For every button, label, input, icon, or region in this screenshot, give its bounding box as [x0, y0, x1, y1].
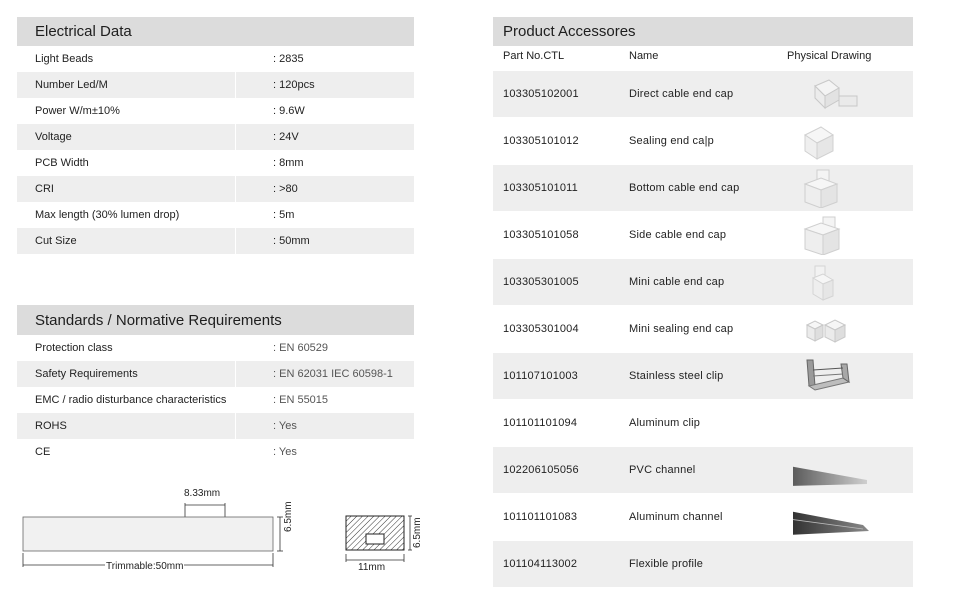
divider	[235, 361, 236, 387]
table-row	[493, 165, 913, 211]
row-label: Power W/m±10%	[35, 105, 120, 117]
strip-height-label: 6.5mm	[283, 501, 294, 532]
accessory-name: Aluminum channel	[629, 511, 723, 523]
part-number: 103305102001	[503, 88, 579, 100]
table-row	[493, 71, 913, 117]
row-value: : 5m	[273, 209, 295, 221]
divider	[235, 72, 236, 98]
part-number: 101101101083	[503, 511, 578, 523]
part-number: 103305301004	[503, 323, 579, 335]
mini-sealing-end-cap-drawing	[793, 309, 873, 349]
accessory-name: Flexible profile	[629, 558, 704, 570]
table-row	[493, 212, 913, 258]
table-row	[17, 124, 414, 150]
table-row	[17, 335, 414, 361]
table-row	[493, 447, 913, 493]
part-number: 102206105056	[503, 464, 579, 476]
row-label: Voltage	[35, 131, 72, 143]
accessories-title: Product Accessores	[503, 23, 636, 40]
row-label: ROHS	[35, 420, 67, 432]
row-label: Protection class	[35, 342, 113, 354]
table-row	[17, 439, 414, 465]
mini-cable-end-cap-drawing	[793, 262, 873, 302]
divider	[235, 124, 236, 150]
divider	[235, 228, 236, 254]
row-value: : >80	[273, 183, 298, 195]
bottom-cable-end-cap-drawing	[793, 168, 873, 208]
accessory-name: Direct cable end cap	[629, 88, 734, 100]
part-number: 101107101003	[503, 370, 578, 382]
accessory-name: Aluminum clip	[629, 417, 701, 429]
table-row	[493, 494, 913, 540]
part-number: 103305101012	[503, 135, 579, 147]
accessory-name: Mini cable end cap	[629, 276, 725, 288]
accessory-name: Bottom cable end cap	[629, 182, 740, 194]
divider	[235, 176, 236, 202]
section-height-label: 6.5mm	[412, 517, 423, 548]
row-label: CRI	[35, 183, 54, 195]
row-label: Light Beads	[35, 53, 94, 65]
row-label: Cut Size	[35, 235, 77, 247]
column-header-part-no: Part No.CTL	[503, 50, 565, 62]
sealing-end-cap-drawing	[793, 121, 873, 161]
table-row	[493, 118, 913, 164]
row-value: : Yes	[273, 446, 297, 458]
part-number: 103305101011	[503, 182, 578, 194]
table-row	[17, 387, 414, 413]
trimmable-label: Trimmable:50mm	[106, 561, 184, 572]
accessory-name: Stainless steel clip	[629, 370, 724, 382]
table-row	[17, 413, 414, 439]
row-label: PCB Width	[35, 157, 89, 169]
row-label: CE	[35, 446, 51, 458]
accessories-header	[493, 17, 913, 46]
table-row	[17, 98, 414, 124]
divider	[235, 335, 236, 361]
segment-dimension-label: 8.33mm	[184, 488, 221, 499]
part-number: 103305101058	[503, 229, 579, 241]
row-value: : EN 60529	[273, 342, 329, 354]
pvc-channel-drawing	[793, 450, 873, 490]
accessory-name: PVC channel	[629, 464, 696, 476]
column-header-drawing: Physical Drawing	[787, 50, 872, 62]
row-value: : 120pcs	[273, 79, 315, 91]
table-row	[17, 202, 414, 228]
row-value: : Yes	[273, 420, 297, 432]
table-row	[493, 353, 913, 399]
accessory-name: Mini sealing end cap	[629, 323, 734, 335]
divider	[235, 98, 236, 124]
table-row	[17, 72, 414, 98]
row-value: : 8mm	[273, 157, 304, 169]
accessory-name: Side cable end cap	[629, 229, 727, 241]
table-row	[17, 176, 414, 202]
divider	[235, 387, 236, 413]
part-number: 101101101094	[503, 417, 578, 429]
table-row	[493, 541, 913, 587]
table-row	[17, 46, 414, 72]
part-number: 101104113002	[503, 558, 578, 570]
row-value: : 9.6W	[273, 105, 305, 117]
table-row	[493, 259, 913, 305]
row-value: : EN 62031 IEC 60598-1	[273, 368, 393, 380]
standards-title: Standards / Normative Requirements	[35, 311, 282, 329]
column-header-name: Name	[629, 50, 659, 62]
table-row	[493, 306, 913, 352]
aluminum-channel-drawing	[793, 497, 873, 537]
part-number: 103305301005	[503, 276, 579, 288]
row-value: : EN 55015	[273, 394, 329, 406]
standards-header	[17, 305, 414, 335]
divider	[235, 150, 236, 176]
divider	[235, 46, 236, 72]
row-label: Max length (30% lumen drop)	[35, 209, 180, 221]
section-width-label: 11mm	[358, 562, 386, 573]
row-value: : 50mm	[273, 235, 310, 247]
stainless-steel-clip-drawing	[793, 356, 873, 396]
side-cable-end-cap-drawing	[793, 215, 873, 255]
row-label: Number Led/M	[35, 79, 108, 91]
divider	[235, 202, 236, 228]
electrical-data-title: Electrical Data	[35, 23, 132, 40]
row-label: EMC / radio disturbance characteristics	[35, 394, 227, 406]
row-label: Safety Requirements	[35, 368, 138, 380]
accessory-name: Sealing end ca|p	[629, 135, 714, 147]
divider	[235, 439, 236, 465]
table-row	[17, 150, 414, 176]
divider	[235, 413, 236, 439]
row-value: : 24V	[273, 131, 299, 143]
electrical-data-header	[17, 17, 414, 46]
table-row	[493, 400, 913, 446]
table-row	[17, 361, 414, 387]
row-value: : 2835	[273, 53, 304, 65]
direct-cable-end-cap-drawing	[793, 74, 873, 114]
table-row	[17, 228, 414, 254]
